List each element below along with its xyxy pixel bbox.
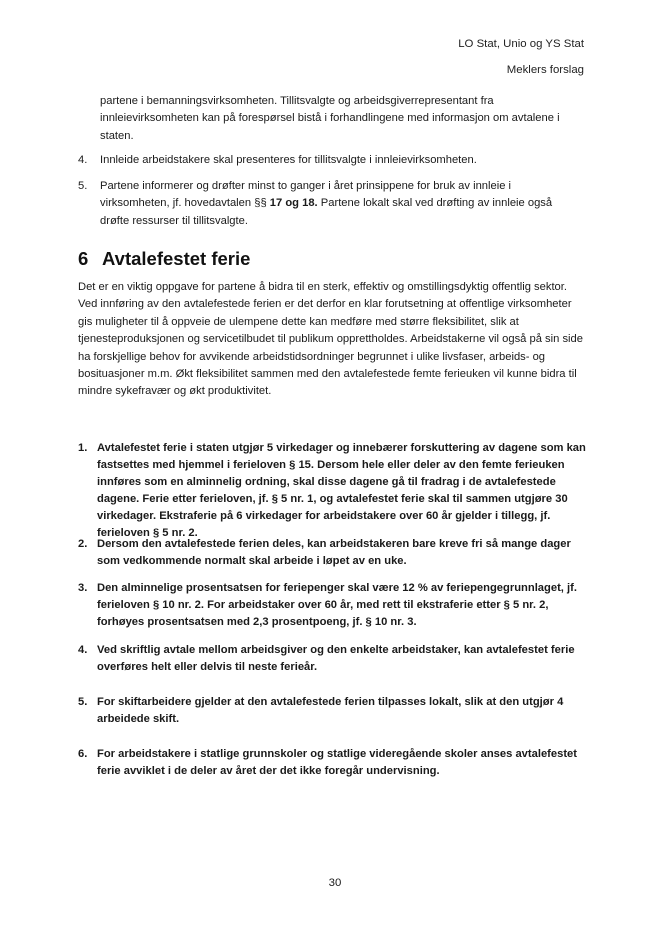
bold-list-number: 4. [78, 644, 88, 656]
bold-reference: 17 og 18. [269, 197, 318, 210]
continuation-paragraph: partene i bemanningsvirksomheten. Tillitsvalgte og arbeidsgiverrepresentant fra innleievirksomheten kan på forespørsel bistå i forhandlingene med informasjon om avtalene i staten. [100, 95, 560, 142]
page-number: 30 [328, 877, 342, 889]
bold-list-text: For skiftarbeidere gjelder at den avtalefestede ferien tilpasses lokalt, slik at den utgjør 4 arbeidede skift. [97, 696, 564, 726]
list-item-text: Partene informerer og drøfter minst to ganger i året prinsippene for bruk av innleie i virksomheten, jf. hovedavtalen §§ 17 og 18. Partene lokalt skal ved drøfting av innleie også drøfte ressurser til tillitsvalgte. [100, 180, 553, 227]
section-title: Avtalefestet ferie [102, 248, 251, 269]
bold-list-text: Dersom den avtalefestede ferien deles, kan arbeidstakeren bare kreve fri så mange dager som vedkommende normalt skal arbeide i løpet av en uke. [97, 538, 571, 568]
list-item-number: 4. [78, 154, 88, 166]
header-parties: LO Stat, Unio og YS Stat [458, 38, 584, 50]
section-number: 6 [78, 248, 89, 269]
bold-list-text: For arbeidstakere i statlige grunnskoler og statlige videregående skoler anses avtalefestet ferie avviklet i de deler av året der det ikke foregår undervisning. [97, 748, 578, 778]
section-heading [78, 248, 250, 270]
bold-list-number: 1. [78, 442, 88, 454]
bold-list-number: 5. [78, 696, 88, 708]
list-item-number: 5. [78, 180, 88, 192]
bold-list-text: Den alminnelige prosentsatsen for feriepenger skal være 12 % av feriepengegrunnlaget, jf. ferieloven § 10 nr. 2. For arbeidstaker over 60 år, med rett til ekstraferie etter § 5 nr. 2, forhøyes prosentsatsen med 2,3 prosentpoeng, jf. § 10 nr. 3. [97, 582, 577, 629]
bold-list-text: Ved skriftlig avtale mellom arbeidsgiver og den enkelte arbeidstaker, kan avtalefestet ferie overføres helt eller delvis til neste ferieår. [97, 644, 575, 674]
bold-list-number: 3. [78, 582, 88, 594]
list-item-text: Innleide arbeidstakere skal presenteres for tillitsvalgte i innleievirksomheten. [100, 154, 477, 166]
bold-list-number: 2. [78, 538, 88, 550]
section-intro: Det er en viktig oppgave for partene å bidra til en sterk, effektiv og omstillingsdyktig offentlig sektor. Ved innføring av den avtalefestede ferien er det derfor en klar forutsetning at offentlige virksomheter gis muligheter til å oppveie de ulempene dette kan medføre med større fleksibilitet, slik at tjenesteproduksjonen og servicetilbudet til publikum opprettholdes. Arbeidstakerne vil også på sin side ha forskjellige behov for avvikende arbeidstidsordninger begrunnet i ulike livsfaser, arbeids- og bosituasjoner m.m. Økt fleksibilitet sammen med den avtalefestede femte ferieuken vil kunne bidra til mindre sykefravær og økt produktivitet. [78, 281, 583, 398]
bold-list-number: 6. [78, 748, 88, 760]
header-proposal-label: Meklers forslag [506, 64, 584, 76]
bold-list-text: Avtalefestet ferie i staten utgjør 5 virkedager og innebærer forskuttering av dagene som kan fastsettes med hjemmel i ferieloven § 15. Dersom hele eller deler av den femte ferieuken innføres som en alminnelig ordning, skal disse dagene gå til fradrag i de avtalefestede dagene. Ferie etter ferieloven, jf. § 5 nr. 1, og avtalefestet ferie skal til sammen utgjøre 30 virkedager. Ekstraferie på 6 virkedager for arbeidstakere over 60 år gjelder i tillegg, jf. ferieloven § 5 nr. 2. [97, 442, 586, 540]
